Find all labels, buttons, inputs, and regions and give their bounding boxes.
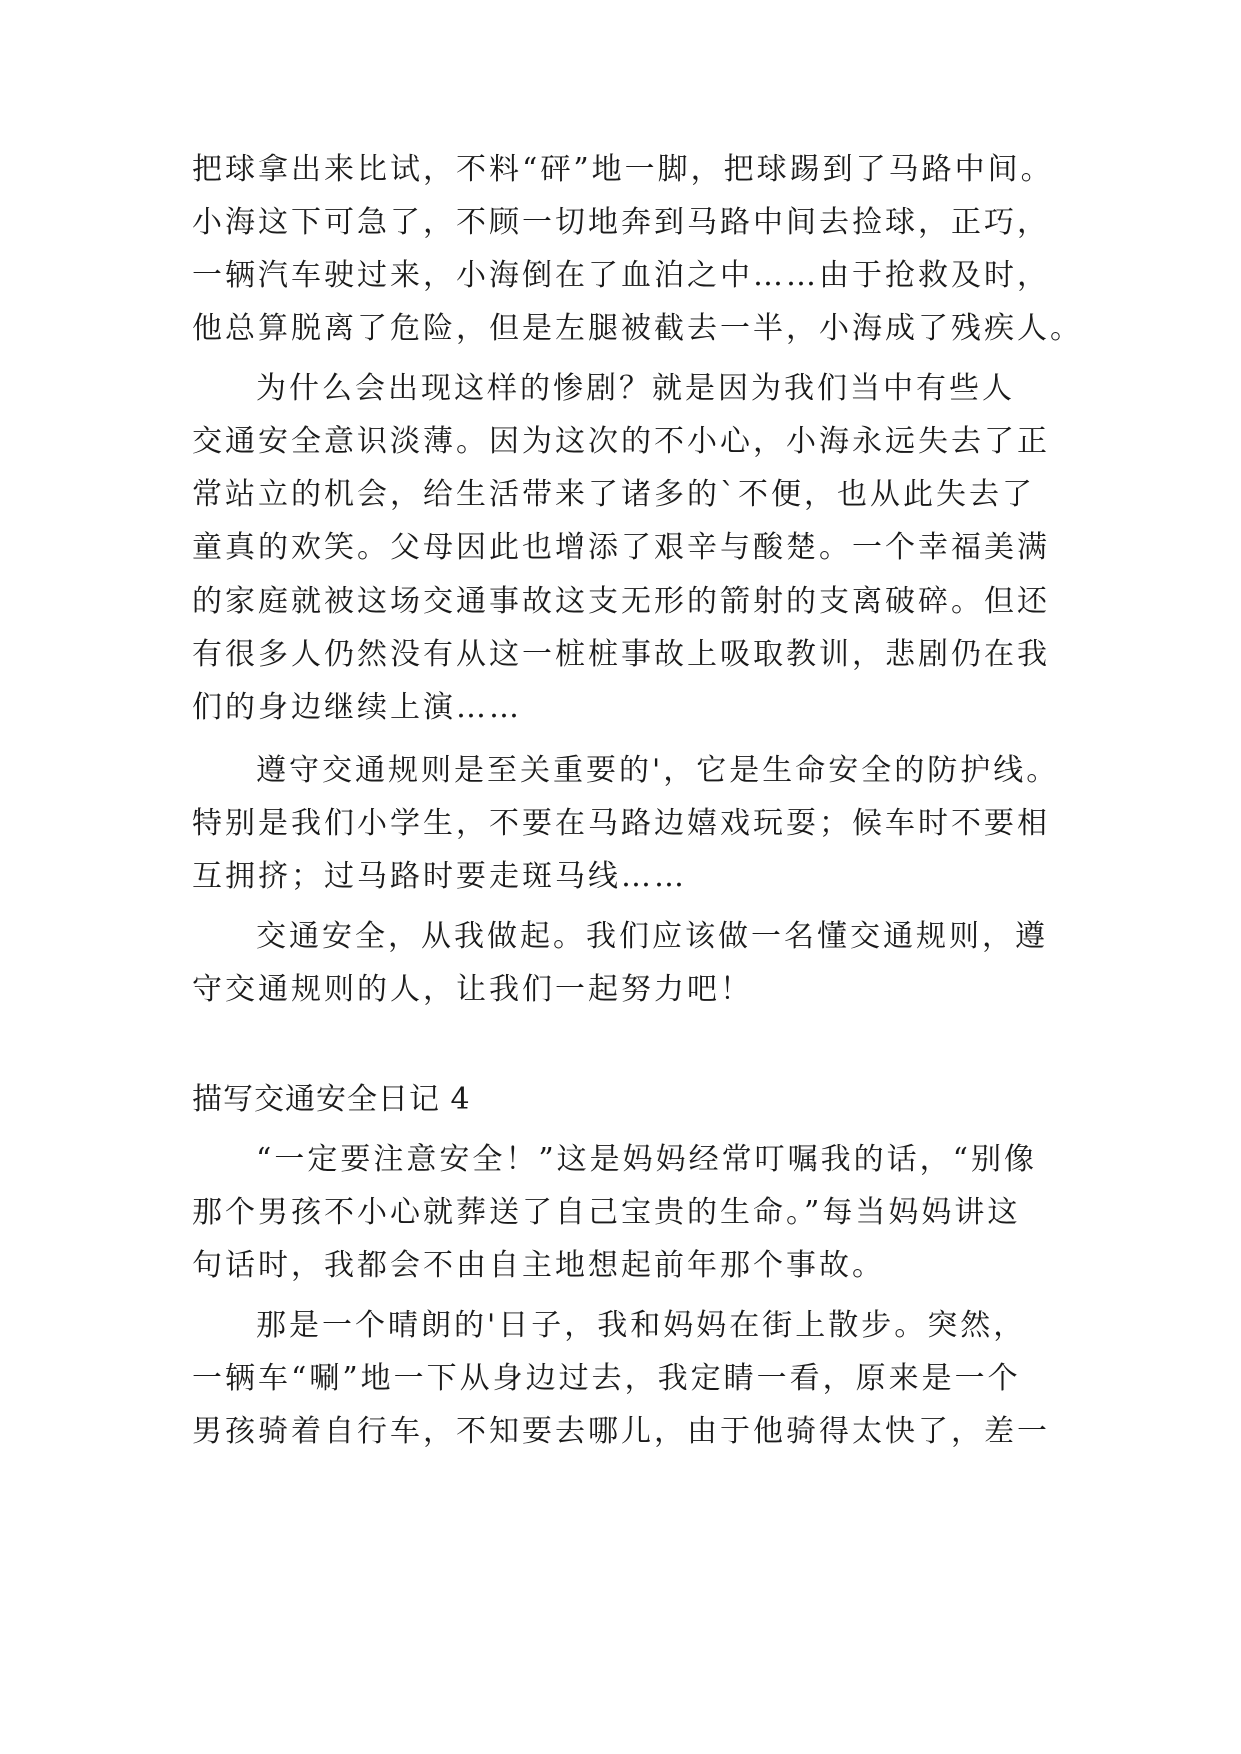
- paragraph-line: 一辆车“唰”地一下从身边过去，我定睛一看，原来是一个: [192, 1361, 1021, 1396]
- paragraph-line: 特别是我们小学生，不要在马路边嬉戏玩耍；候车时不要相: [192, 806, 1050, 841]
- paragraph-line: 童真的欢笑。父母因此也增添了艰辛与酸楚。一个幸福美满: [192, 530, 1050, 565]
- paragraph-line: 一辆汽车驶过来，小海倒在了血泊之中……由于抢救及时，: [192, 258, 1050, 293]
- paragraph-line: 那是一个晴朗的'日子，我和妈妈在街上散步。突然，: [256, 1308, 1027, 1343]
- paragraph-line: 句话时，我都会不由自主地想起前年那个事故。: [192, 1248, 885, 1283]
- paragraph-line: 有很多人仍然没有从这一桩桩事故上吸取教训，悲剧仍在我: [192, 637, 1050, 672]
- paragraph-line: 的家庭就被这场交通事故这支无形的箭射的支离破碎。但还: [192, 584, 1050, 619]
- paragraph-line: 常站立的机会，给生活带来了诸多的`不便，也从此失去了: [192, 477, 1035, 512]
- paragraph-line: 男孩骑着自行车，不知要去哪儿，由于他骑得太快了，差一: [192, 1414, 1050, 1449]
- paragraph-line: 他总算脱离了危险，但是左腿被截去一半，小海成了残疾人。: [192, 311, 1083, 346]
- paragraph-line: 们的身边继续上演……: [192, 690, 522, 725]
- paragraph-line: “一定要注意安全！”这是妈妈经常叮嘱我的话，“别像: [256, 1142, 1038, 1177]
- paragraph-line: 那个男孩不小心就葬送了自己宝贵的生命。”每当妈妈讲这: [192, 1195, 1021, 1230]
- paragraph-line: 交通安全意识淡薄。因为这次的不小心，小海永远失去了正: [192, 424, 1050, 459]
- paragraph-line: 守交通规则的人，让我们一起努力吧！: [192, 972, 753, 1007]
- paragraph-line: 小海这下可急了，不顾一切地奔到马路中间去捡球，正巧，: [192, 205, 1050, 240]
- paragraph-line: 互拥挤；过马路时要走斑马线……: [192, 859, 687, 894]
- section-heading: 描写交通安全日记 4: [192, 1082, 471, 1117]
- paragraph-line: 把球拿出来比试，不料“砰”地一脚，把球踢到了马路中间。: [192, 152, 1054, 187]
- paragraph-line: 为什么会出现这样的惨剧？就是因为我们当中有些人: [256, 371, 1015, 406]
- paragraph-line: 遵守交通规则是至关重要的'，它是生命安全的防护线。: [256, 753, 1060, 788]
- paragraph-line: 交通安全，从我做起。我们应该做一名懂交通规则，遵: [256, 919, 1048, 954]
